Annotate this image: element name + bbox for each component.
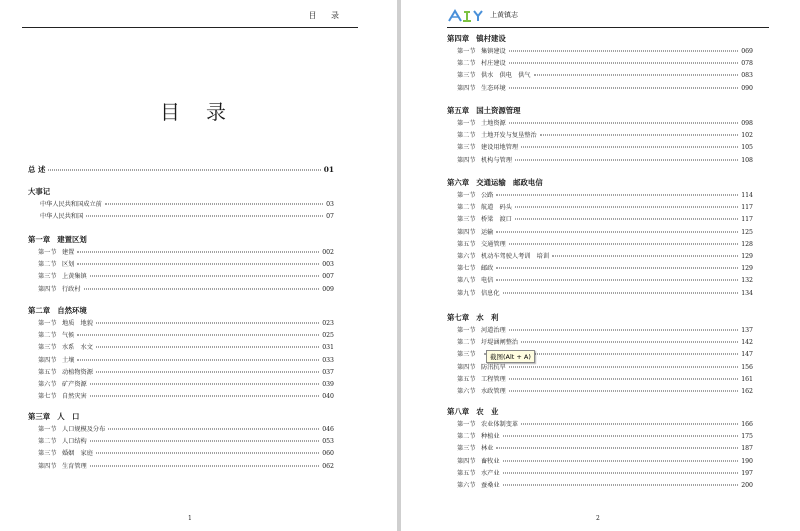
toc-entry-title: 交通管理 [481, 240, 506, 248]
toc-section-number: 第一节 [38, 426, 57, 433]
toc-entry-title: 蚕桑业 [481, 482, 500, 489]
toc-section-number: 第五节 [457, 375, 476, 383]
page-title: 目录 [160, 100, 252, 124]
chapter-heading[interactable] [28, 186, 50, 197]
toc-entry[interactable] [457, 202, 753, 211]
toc-section-number: 第二节 [457, 339, 476, 347]
dot-leader [105, 204, 323, 205]
page-number: 2 [596, 515, 600, 522]
chapter-heading[interactable] [447, 312, 498, 323]
toc-page-number: 037 [322, 368, 334, 376]
toc-entry-title: 水系 水文 [62, 344, 93, 352]
toc-entry[interactable] [457, 251, 753, 260]
dot-leader [77, 252, 319, 253]
toc-page-number: 147 [741, 351, 753, 359]
toc-section-number: 第一节 [457, 421, 476, 428]
dot-leader [77, 264, 319, 265]
dot-leader [496, 268, 738, 269]
toc-section-number: 第一节 [457, 327, 476, 334]
toc-entry-title: 中华人民共和国 [40, 213, 84, 221]
chapter-number: 第二章 [28, 306, 51, 315]
toc-entry-title: 机动车驾驶人考训 培训 [481, 253, 550, 260]
toc-page-number: 083 [741, 72, 753, 80]
chapter-title: 国土资源管理 [476, 106, 521, 115]
chapter-heading[interactable] [28, 305, 87, 316]
toc-entry[interactable] [457, 275, 753, 284]
toc-entry[interactable] [457, 337, 753, 346]
dot-leader [521, 342, 738, 343]
toc-section-number: 第一节 [457, 192, 476, 199]
toc-entry-title: 公路 [481, 192, 494, 199]
toc-page-number: 046 [322, 426, 334, 433]
toc-entry-title: 人口结构 [62, 438, 87, 446]
chapter-title: 交通运输 邮政电信 [476, 178, 543, 187]
toc-page-number: 117 [741, 204, 753, 212]
chapter-number: 第六章 [447, 178, 470, 187]
toc-entry[interactable] [38, 318, 334, 327]
toc-entry-title: 河道治理 [481, 327, 506, 334]
dot-leader [90, 465, 319, 466]
toc-entry-title: 畜牧业 [481, 457, 500, 465]
toc-page-number: 187 [741, 445, 753, 453]
toc-entry[interactable] [457, 70, 753, 79]
toc-section-number: 第三节 [457, 72, 476, 80]
dot-leader [96, 371, 319, 372]
toc-page-number: 129 [741, 253, 753, 260]
dot-leader [540, 135, 739, 136]
toc-page-number: 117 [741, 216, 753, 224]
toc-entry[interactable] [38, 271, 334, 280]
toc-page-number: 175 [741, 433, 753, 441]
toc-section-number: 第二节 [457, 433, 476, 441]
toc-entry-title: 生育管理 [62, 462, 87, 470]
toc-entry[interactable] [457, 419, 753, 428]
dot-leader [90, 441, 319, 442]
toc-entry[interactable] [457, 263, 753, 272]
toc-section-number: 第七节 [38, 393, 57, 401]
toc-section-number: 第四节 [457, 228, 476, 236]
dot-leader [509, 366, 738, 367]
toc-page-number: 062 [322, 462, 334, 470]
toc-section-number: 第六节 [38, 381, 57, 388]
dot-leader [108, 429, 319, 430]
dot-leader [496, 448, 738, 449]
toc-page-number: 01 [323, 165, 334, 174]
dot-leader [509, 123, 738, 124]
dot-leader [96, 323, 319, 324]
toc-entry[interactable] [38, 247, 334, 256]
toc-entry[interactable] [457, 214, 753, 223]
header-rule [22, 27, 358, 28]
dot-leader [503, 292, 739, 293]
toc-page-number: 023 [322, 320, 334, 327]
chapter-title: 农 业 [476, 407, 499, 416]
chapter-title: 大事记 [28, 187, 51, 196]
toc-entry[interactable] [457, 374, 753, 383]
page-number: 1 [188, 515, 192, 522]
toc-page-number: 128 [741, 240, 753, 248]
dot-leader [496, 195, 738, 196]
toc-section-number: 第二节 [38, 332, 57, 340]
toc-entry[interactable] [38, 424, 334, 433]
toc-section-number: 第三节 [457, 144, 476, 152]
toc-entry-title: 矿产资源 [62, 381, 87, 388]
toc-section-number: 第五节 [38, 368, 57, 376]
toc-entry[interactable] [457, 130, 753, 139]
toc-entry-title: 村庄建设 [481, 60, 506, 68]
toc-section-number: 第五节 [457, 240, 476, 248]
dot-leader [96, 347, 319, 348]
chapter-number: 第四章 [447, 34, 470, 43]
chapter-heading[interactable] [28, 411, 79, 422]
dot-leader [86, 216, 323, 217]
toc-entry-title: 气候 [62, 332, 75, 340]
toc-entry-title: 土地资源 [481, 120, 506, 127]
toc-entry[interactable] [38, 461, 334, 470]
toc-section-number: 第四节 [457, 457, 476, 465]
dot-leader [509, 51, 738, 52]
toc-entry-title: 运输 [481, 228, 494, 236]
chapter-title: 建置区划 [57, 235, 87, 244]
toc-entry[interactable] [38, 448, 334, 457]
toc-section-number: 第一节 [457, 120, 476, 127]
toc-section-number: 第八节 [457, 277, 476, 285]
toc-page-number: 142 [741, 339, 753, 347]
dot-leader [77, 359, 319, 360]
toc-entry[interactable] [457, 58, 753, 67]
book-logo [447, 8, 518, 22]
toc-section-number: 第三节 [457, 445, 476, 453]
chapter-heading[interactable] [28, 234, 87, 245]
toc-entry[interactable] [457, 190, 753, 199]
toc-page-number: 039 [322, 381, 334, 388]
toc-entry-title: 上黄集镇 [62, 273, 87, 281]
toc-page-number: 197 [741, 469, 753, 477]
toc-page-number: 03 [326, 201, 334, 208]
toc-page-number: 200 [741, 482, 753, 489]
toc-page-number: 190 [741, 457, 753, 465]
toc-entry-title: 人口规模及分布 [62, 426, 106, 433]
toc-entry[interactable] [38, 330, 334, 339]
toc-entry[interactable] [457, 443, 753, 452]
dot-leader [77, 335, 319, 336]
toc-section-number: 第七节 [457, 265, 476, 273]
toc-entry[interactable] [38, 355, 334, 364]
toc-entry[interactable] [40, 199, 334, 208]
toc-page-right [401, 0, 800, 531]
dot-leader [503, 436, 739, 437]
toc-page-number: 07 [326, 213, 334, 221]
toc-entry-title: 机构与管理 [481, 156, 512, 164]
toc-entry-title: 林业 [481, 445, 494, 453]
toc-entry-title: 航道 码头 [481, 204, 512, 212]
toc-entry[interactable] [457, 468, 753, 477]
dot-leader [496, 231, 738, 232]
toc-entry-title: 邮政 [481, 265, 494, 273]
header-rule [447, 27, 769, 28]
toc-page-number: 053 [322, 438, 334, 446]
toc-entry[interactable] [457, 456, 753, 465]
toc-entry[interactable] [38, 259, 334, 268]
toc-page-number: 078 [741, 60, 753, 68]
toc-entry[interactable] [457, 83, 753, 92]
toc-page-number: 031 [322, 344, 334, 352]
toc-entry[interactable] [38, 284, 334, 293]
toc-entry-title: 婚姻 家庭 [62, 450, 93, 458]
toc-entry[interactable] [457, 142, 753, 151]
toc-entry[interactable] [457, 288, 753, 297]
toc-page-number: 105 [741, 144, 753, 152]
toc-page-number: 007 [322, 273, 334, 281]
toc-section-number: 第三节 [38, 344, 57, 352]
toc-entry-title: 电信 [481, 277, 494, 285]
toc-entry-title: 建置 [62, 249, 75, 256]
toc-page-number: 040 [322, 393, 334, 401]
chapter-number: 第一章 [28, 235, 51, 244]
toc-entry-title: 水产业 [481, 469, 500, 477]
toc-entry[interactable] [457, 46, 753, 55]
dot-leader [496, 280, 738, 281]
toc-page-number: 098 [741, 120, 753, 127]
toc-entry-title: 自然灾害 [62, 393, 87, 401]
toc-entry-title: 供水 供电 供气 [481, 72, 531, 80]
toc-page-number: 060 [322, 450, 334, 458]
toc-page-number: 025 [322, 332, 334, 340]
toc-entry-title: 桥梁 渡口 [481, 216, 512, 224]
toc-section-number: 第六节 [457, 388, 476, 395]
chapter-title: 水 利 [476, 313, 499, 322]
chapter-title: 自然环境 [57, 306, 87, 315]
toc-entry[interactable] [38, 342, 334, 351]
toc-page-number: 033 [322, 356, 334, 364]
toc-page-number: 009 [322, 285, 334, 293]
dot-leader [503, 485, 739, 486]
toc-entry-title: 农业体制变革 [481, 421, 519, 428]
dot-leader [552, 256, 738, 257]
toc-entry[interactable] [38, 367, 334, 376]
toc-section-number: 第五节 [457, 469, 476, 477]
dot-leader [503, 472, 739, 473]
toc-page-number: 069 [741, 48, 753, 55]
dot-leader [90, 276, 319, 277]
toc-section-number: 第六节 [457, 253, 476, 260]
toc-page-number: 125 [741, 228, 753, 236]
toc-entry[interactable] [38, 379, 334, 388]
chapter-heading[interactable] [447, 105, 521, 116]
toc-entry[interactable] [457, 480, 753, 489]
toc-entry-title: 区划 [62, 261, 75, 269]
dot-leader [48, 170, 320, 171]
dot-leader [503, 460, 739, 461]
chapter-number: 第三章 [28, 412, 51, 421]
toc-page-number: 090 [741, 84, 753, 92]
toc-section-number: 第四节 [457, 156, 476, 164]
toc-page-number: 129 [741, 265, 753, 273]
toc-entry[interactable] [38, 436, 334, 445]
dot-leader [509, 243, 738, 244]
toc-entry-title: 水政管理 [481, 388, 506, 395]
toc-overview-entry[interactable] [28, 164, 334, 175]
chapter-title: 人 口 [57, 412, 80, 421]
dot-leader [509, 391, 738, 392]
toc-section-number: 第四节 [38, 356, 57, 364]
toc-entry-title: 行政村 [62, 285, 81, 293]
toc-section-number: 第一节 [38, 249, 57, 256]
toc-page-number: 132 [741, 277, 753, 285]
toc-entry-title: 种植业 [481, 433, 500, 441]
toc-section-number: 第六节 [457, 482, 476, 489]
toc-page-number: 162 [741, 388, 753, 395]
toc-page-number: 166 [741, 421, 753, 428]
toc-entry[interactable] [457, 325, 753, 334]
toc-entry-title: 信息化 [481, 289, 500, 297]
toc-page-number: 156 [741, 363, 753, 371]
toc-page-number: 002 [322, 249, 334, 256]
toc-section-number: 第四节 [457, 363, 476, 371]
chapter-number: 第八章 [447, 407, 470, 416]
dot-leader [515, 159, 738, 160]
chapter-heading[interactable] [447, 33, 506, 44]
toc-entry[interactable] [457, 118, 753, 127]
dot-leader [96, 453, 319, 454]
toc-page-left [0, 0, 397, 531]
toc-entry-title: 圩堤涵闸整治 [481, 339, 519, 347]
toc-section-number: 第二节 [457, 132, 476, 140]
toc-entry[interactable] [40, 211, 334, 220]
toc-page-number: 161 [741, 375, 753, 383]
toc-entry-title: 生态环境 [481, 84, 506, 92]
toc-page-number: 137 [741, 327, 753, 334]
dot-leader [521, 424, 738, 425]
toc-entry-title: 土地开发与复垦整治 [481, 132, 537, 140]
toc-entry-title: 建设用地管理 [481, 144, 519, 152]
dot-leader [534, 75, 739, 76]
dot-leader [509, 378, 738, 379]
toc-page-number: 102 [741, 132, 753, 140]
chapter-heading[interactable] [447, 406, 498, 417]
toc-entry-title: 防汛抗旱 [481, 363, 506, 371]
dot-leader [509, 330, 738, 331]
toc-entry[interactable] [457, 239, 753, 248]
toc-section-number: 第三节 [457, 351, 476, 359]
toc-entry-title: 地质 地貌 [62, 320, 93, 327]
toc-entry-title: 集镇建设 [481, 48, 506, 55]
toc-page-number: 108 [741, 156, 753, 164]
dot-leader [509, 63, 738, 64]
toc-section-number: 第二节 [457, 60, 476, 68]
toc-page-number: 114 [741, 192, 753, 199]
toc-section-number: 第九节 [457, 289, 476, 297]
toc-section-number: 第二节 [457, 204, 476, 212]
toc-section-number: 第一节 [38, 320, 57, 327]
toc-entry[interactable] [457, 431, 753, 440]
dot-leader [90, 396, 319, 397]
dot-leader [509, 87, 738, 88]
dot-leader [515, 207, 738, 208]
toc-entry-title: 动植物资源 [62, 368, 93, 376]
screenshot-tooltip: 截图(Alt + A) [486, 350, 535, 363]
toc-entry-title: 中华人民共和国成立前 [40, 201, 102, 208]
logo-mark-icon [447, 8, 485, 22]
chapter-title: 镇村建设 [476, 34, 506, 43]
dot-leader [521, 147, 738, 148]
chapter-number: 第五章 [447, 106, 470, 115]
toc-section-number: 第四节 [38, 462, 57, 470]
toc-section-number: 第一节 [457, 48, 476, 55]
toc-entry-title: 土壤 [62, 356, 75, 364]
chapter-heading[interactable] [447, 177, 543, 188]
overview-title: 总 述 [28, 165, 46, 174]
toc-section-number: 第二节 [38, 261, 57, 269]
toc-section-number: 第四节 [38, 285, 57, 293]
running-header-title: 目 录 [308, 11, 345, 20]
toc-entry[interactable] [457, 155, 753, 164]
toc-entry[interactable] [38, 391, 334, 400]
toc-entry-title: 工程管理 [481, 375, 506, 383]
toc-section-number: 第四节 [457, 84, 476, 92]
dot-leader [90, 384, 319, 385]
chapter-number: 第七章 [447, 313, 470, 322]
dot-leader [84, 288, 320, 289]
toc-page-number: 003 [322, 261, 334, 269]
toc-page-number: 134 [741, 289, 753, 297]
toc-section-number: 第二节 [38, 438, 57, 446]
toc-entry[interactable] [457, 386, 753, 395]
toc-section-number: 第三节 [38, 273, 57, 281]
dot-leader [515, 219, 738, 220]
toc-section-number: 第三节 [38, 450, 57, 458]
logo-text: 上黄镇志 [490, 11, 518, 19]
toc-entry[interactable] [457, 227, 753, 236]
toc-section-number: 第三节 [457, 216, 476, 224]
